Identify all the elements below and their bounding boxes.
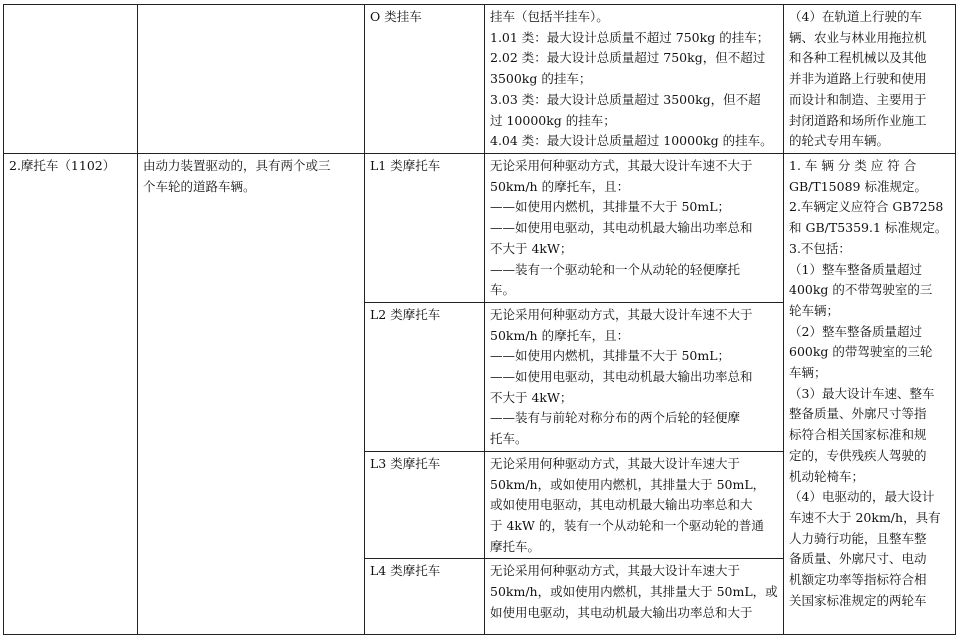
note-line: 车速不大于 20km/h，具有 [789, 509, 941, 525]
description-line: ——如使用电驱动，其电动机最大输出功率总和 [490, 220, 753, 236]
note-line: 2.车辆定义应符合 GB7258 [789, 199, 944, 215]
note-cell [784, 154, 956, 635]
note-line: 的轮式专用车辆。 [789, 133, 890, 149]
description-line: 4.04 类：最大设计总质量超过 10000kg 的挂车。 [490, 133, 773, 149]
class-name-cell [365, 559, 485, 635]
note-line: 备质量、外廓尺寸、电动 [789, 551, 927, 567]
description-line: 无论采用何种驱动方式，其最大设计车速不大于 [490, 306, 753, 322]
note-line: 关国家标准规定的两轮车 [789, 592, 927, 608]
note-line: 400kg 的不带驾驶室的三 [789, 282, 933, 298]
note-line: 和 GB/T5359.1 标准规定。 [789, 220, 948, 236]
note-line: 和各种工程机械以及其他 [789, 50, 927, 66]
class-description-cell [485, 5, 784, 154]
note-line: 而设计和制造、主要用于 [789, 91, 927, 107]
note-line: （2）整车整备质量超过 [789, 323, 922, 339]
table-row [4, 5, 956, 154]
description-line: 50km/h 的摩托车，且： [490, 178, 630, 194]
note-line: 人力骑行功能，且整车整 [789, 530, 927, 546]
description-line: 不大于 4kW； [490, 240, 573, 256]
category-label: 2.摩托车（1102） [9, 158, 116, 173]
class-name: L4 类摩托车 [370, 563, 441, 579]
definition-cell [138, 5, 365, 154]
description-line: 于 4kW 的，装有一个从动轮和一个驱动轮的普通 [490, 517, 764, 533]
class-name: L3 类摩托车 [370, 455, 441, 471]
description-line: ——如使用内燃机，其排量不大于 50mL； [490, 199, 731, 215]
note-line: 3.不包括： [789, 240, 851, 256]
description-line: 无论采用何种驱动方式，其最大设计车速不大于 [490, 158, 753, 173]
note-line: 封闭道路和场所作业施工 [789, 112, 927, 128]
description-line: 不大于 4kW； [490, 389, 573, 405]
description-line: 1.01 类：最大设计总质量不超过 750kg 的挂车； [490, 29, 770, 45]
note-line: 定的，专供残疾人驾驶的 [789, 447, 927, 463]
note-line: 车辆； [789, 365, 827, 381]
description-line: ——装有一个驱动轮和一个从动轮的轻便摩托 [490, 261, 741, 277]
description-line: 摩托车。 [490, 538, 541, 554]
description-line: ——如使用电驱动，其电动机最大输出功率总和 [490, 369, 753, 385]
note-line: 1. 车 辆 分 类 应 符 合 [789, 158, 917, 173]
description-line: 3.03 类：最大设计总质量超过 3500kg，但不超 [490, 91, 761, 107]
note-cell [784, 5, 956, 154]
description-line: 挂车（包括半挂车）。 [490, 9, 609, 24]
note-line: 辆、农业与林业用拖拉机 [789, 29, 927, 45]
description-line: 或如使用电驱动，其电动机最大输出功率总和大 [490, 497, 753, 513]
note-line: 机额定功率等指标符合相 [789, 572, 927, 588]
class-description-cell [485, 302, 784, 451]
note-line: 并非为道路上行驶和使用 [789, 71, 927, 87]
definition-line: 由动力装置驱动的，具有两个或三 [143, 158, 331, 173]
vehicle-classification-table [3, 4, 956, 635]
class-description-cell [485, 154, 784, 303]
class-name: L1 类摩托车 [370, 158, 441, 173]
class-name-cell [365, 5, 485, 154]
class-description-cell [485, 451, 784, 559]
description-line: 过 10000kg 的挂车； [490, 112, 616, 128]
class-name: O 类挂车 [370, 9, 422, 24]
description-line: 无论采用何种驱动方式，其最大设计车速大于 [490, 563, 741, 579]
class-name-cell [365, 451, 485, 559]
class-description-cell [485, 559, 784, 635]
note-line: （4）在轨道上行驶的车 [789, 9, 922, 24]
note-line: 标符合相关国家标准和规 [789, 427, 927, 443]
class-name-cell [365, 302, 485, 451]
class-name-cell [365, 154, 485, 303]
category-cell [4, 154, 138, 635]
description-line: 如使用电驱动，其电动机最大输出功率总和大于 [490, 604, 753, 620]
description-line: 无论采用何种驱动方式，其最大设计车速大于 [490, 455, 741, 471]
note-line: 整备质量、外廓尺寸等指 [789, 406, 927, 422]
description-line: 50km/h 的摩托车，且： [490, 327, 630, 343]
description-line: 3500kg 的挂车； [490, 71, 592, 87]
note-line: （3）最大设计车速、整车 [789, 385, 935, 401]
description-line: ——装有与前轮对称分布的两个后轮的轻便摩 [490, 410, 741, 426]
class-name: L2 类摩托车 [370, 306, 441, 322]
note-line: GB/T15089 标准规定。 [789, 178, 927, 194]
note-line: 轮车辆； [789, 302, 840, 318]
description-line: 2.02 类：最大设计总质量超过 750kg，但不超过 [490, 50, 766, 66]
definition-line: 个车轮的道路车辆。 [143, 178, 256, 194]
category-cell [4, 5, 138, 154]
description-line: 50km/h，或如使用内燃机，其排量大于 50mL，或 [490, 584, 778, 600]
description-line: ——如使用内燃机，其排量不大于 50mL； [490, 348, 731, 364]
description-line: 托车。 [490, 431, 528, 447]
note-line: 600kg 的带驾驶室的三轮 [789, 344, 933, 360]
description-line: 车。 [490, 282, 516, 298]
definition-cell [138, 154, 365, 635]
note-line: （4）电驱动的，最大设计 [789, 489, 935, 505]
note-line: 机动轮椅车； [789, 468, 865, 484]
description-line: 50km/h，或如使用内燃机，其排量大于 50mL， [490, 476, 766, 492]
note-line: （1）整车整备质量超过 [789, 261, 922, 277]
table-row [4, 154, 956, 303]
